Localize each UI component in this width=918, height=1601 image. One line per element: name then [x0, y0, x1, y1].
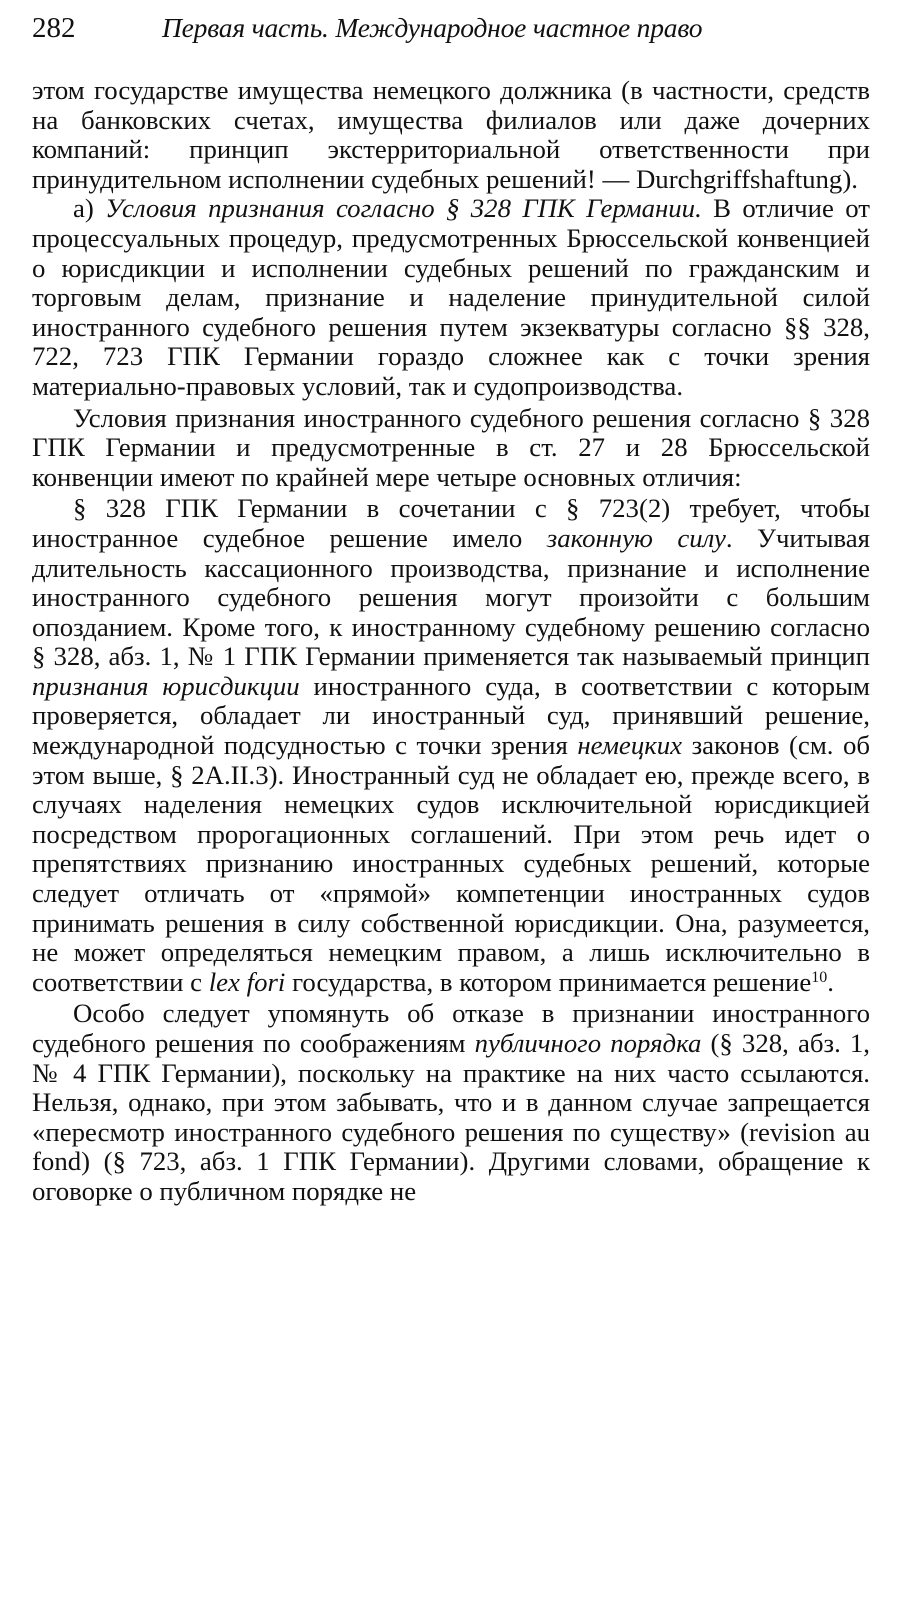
emphasis-public-order: публичного порядка — [474, 1028, 702, 1058]
section-heading-italic: Условия признания согласно § 328 ГПК Германии. — [105, 193, 702, 224]
text-segment: а) — [73, 193, 106, 224]
text-segment: § 328 ГПК Германии в сочетании с § 723(2) требует, чтобы иностранное судебное решение имело — [32, 493, 870, 553]
text-segment: (§ 328, абз. 1, № 4 ГПК Германии), поскольку на практике на них часто ссылаются. Нельзя, однако, при этом забывать, что и в данном случае запрещается «пересмотр иностранного судебного решения по существу» (revision au fond) (§ 723, абз. 1 ГПК Германии). Другими словами, обращение к оговорке о публичном порядке не — [32, 1028, 870, 1206]
text-segment: Особо следует упомянуть об отказе в признании иностранного судебного решения по соображениям — [32, 998, 870, 1058]
paragraph-legal-force — [32, 494, 870, 997]
page-header — [32, 14, 870, 58]
emphasis-german: немецких — [577, 730, 683, 761]
text-segment: иностранного суда, в соответствии с которым проверяется, обладает ли иностранный суд, принявший решение, международной подсудностью с точки зрения — [32, 670, 870, 761]
text-segment: законов (см. об этом выше, § 2A.II.3). Иностранный суд не обладает ею, прежде всего, в случаях наделения немецких судов исключительной юрисдикцией посредством пророгационных соглашений. При этом речь идет о препятствиях признанию иностранных судебных решений, которые следует отличать от «прямой» компетенции иностранных судов принимать решения в силу собственной юрисдикции. Она, разумеется, не может определяться немецким правом, а лишь исключительно в соответствии с — [32, 730, 871, 997]
paragraph-public-order — [32, 999, 870, 1206]
book-page — [32, 14, 870, 1207]
paragraph-recognition-conditions — [32, 194, 870, 401]
footnote-marker: 10 — [811, 968, 828, 986]
text-segment: . Учитывая длительность кассационного производства, признание и исполнение иностранного судебного решения могут произойти с большим опозданием. Кроме того, к иностранному судебному решению согласно § 328, абз. 1, № 1 ГПК Германии применяется так называемый принцип — [32, 522, 870, 672]
paragraph-differences — [32, 404, 870, 493]
running-title: Первая часть. Международное частное право — [162, 12, 703, 43]
body-text — [32, 76, 870, 1207]
text-segment: этом государстве имущества немецкого должника (в частности, средств на банковских счетах, имущества филиалов или даже дочерних компаний: принцип экстерриториальной ответственности при принудительном исполнении судебных решений! — Durchgriffshaftung). — [32, 75, 870, 194]
text-segment: В отличие от процессуальных процедур, предусмотренных Брюссельской конвенцией о юрисдикции и исполнении судебных решений по гражданским и торговым делам, признание и наделение принудительной силой иностранного судебного решения путем экзекватуры согласно §§ 328, 722, 723 ГПК Германии гораздо сложнее как с точки зрения материально-правовых условий, так и судопроизводства. — [32, 193, 870, 401]
text-segment: . — [827, 966, 834, 997]
page-number: 282 — [32, 12, 76, 44]
paragraph-continued — [32, 76, 870, 194]
text-segment: Условия признания иностранного судебного решения согласно § 328 ГПК Германии и предусмотренные в ст. 27 и 28 Брюссельской конвенции имеют по крайней мере четыре основных отличия: — [32, 402, 870, 492]
text-segment: государства, в котором принимается решение — [285, 966, 812, 997]
emphasis-jurisdiction: признания юрисдикции — [32, 670, 300, 701]
emphasis-lex-fori: lex fori — [208, 966, 286, 997]
emphasis-legal-force: законную силу — [546, 522, 726, 553]
